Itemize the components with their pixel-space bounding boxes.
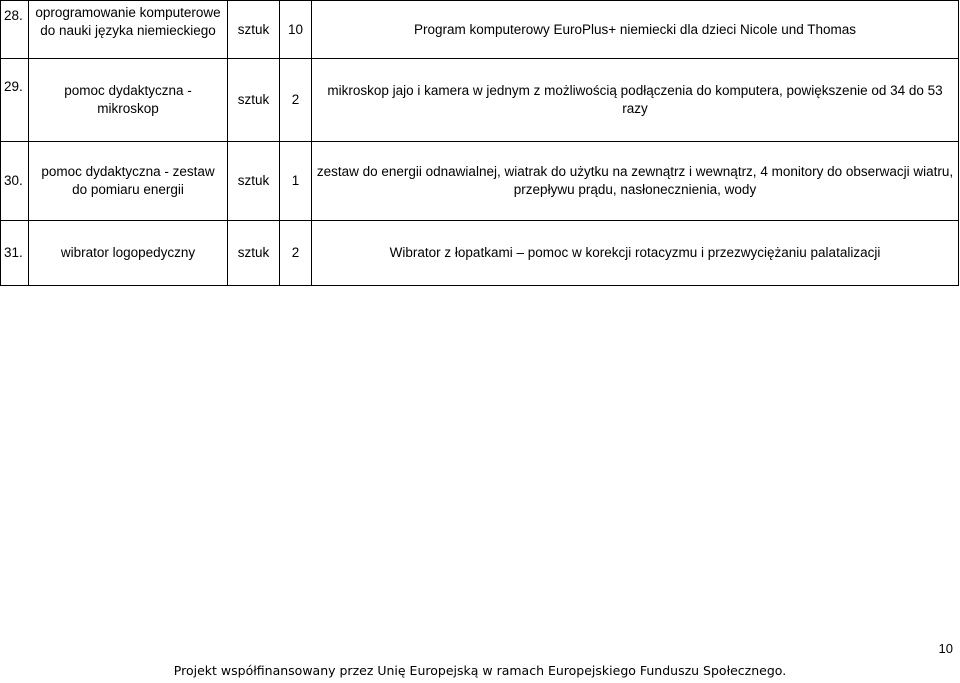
item-name: pomoc dydaktyczna - zestaw do pomiaru energii bbox=[29, 142, 228, 221]
table-row bbox=[1, 142, 959, 221]
item-quantity: 2 bbox=[280, 59, 312, 142]
item-description: zestaw do energii odnawialnej, wiatrak do użytku na zewnątrz i wewnątrz, 4 monitory do obserwacji wiatru, przepływu prądu, nasłonecznienia, wody bbox=[312, 142, 959, 221]
item-quantity: 2 bbox=[280, 221, 312, 286]
item-number: 29. bbox=[1, 59, 29, 142]
items-table bbox=[0, 0, 959, 286]
item-name: pomoc dydaktyczna - mikroskop bbox=[29, 59, 228, 142]
page-number: 10 bbox=[938, 641, 953, 656]
item-description: mikroskop jajo i kamera w jednym z możliwością podłączenia do komputera, powiększenie od 34 do 53 razy bbox=[312, 59, 959, 142]
item-quantity: 1 bbox=[280, 142, 312, 221]
item-unit: sztuk bbox=[228, 221, 280, 286]
item-unit: sztuk bbox=[228, 142, 280, 221]
table-row bbox=[1, 1, 959, 59]
item-number: 28. bbox=[1, 1, 29, 59]
item-name: oprogramowanie komputerowe do nauki języka niemieckiego bbox=[29, 1, 228, 59]
table-row bbox=[1, 59, 959, 142]
table-row bbox=[1, 221, 959, 286]
footer-text: Projekt współfinansowany przez Unię Europejską w ramach Europejskiego Funduszu Społecznego. bbox=[173, 663, 787, 678]
item-number: 31. bbox=[1, 221, 29, 286]
item-quantity: 10 bbox=[280, 1, 312, 59]
item-number: 30. bbox=[1, 142, 29, 221]
item-description: Program komputerowy EuroPlus+ niemiecki dla dzieci Nicole und Thomas bbox=[312, 1, 959, 59]
item-name: wibrator logopedyczny bbox=[29, 221, 228, 286]
item-unit: sztuk bbox=[228, 1, 280, 59]
item-description: Wibrator z łopatkami – pomoc w korekcji rotacyzmu i przezwyciężaniu palatalizacji bbox=[312, 221, 959, 286]
item-unit: sztuk bbox=[228, 59, 280, 142]
